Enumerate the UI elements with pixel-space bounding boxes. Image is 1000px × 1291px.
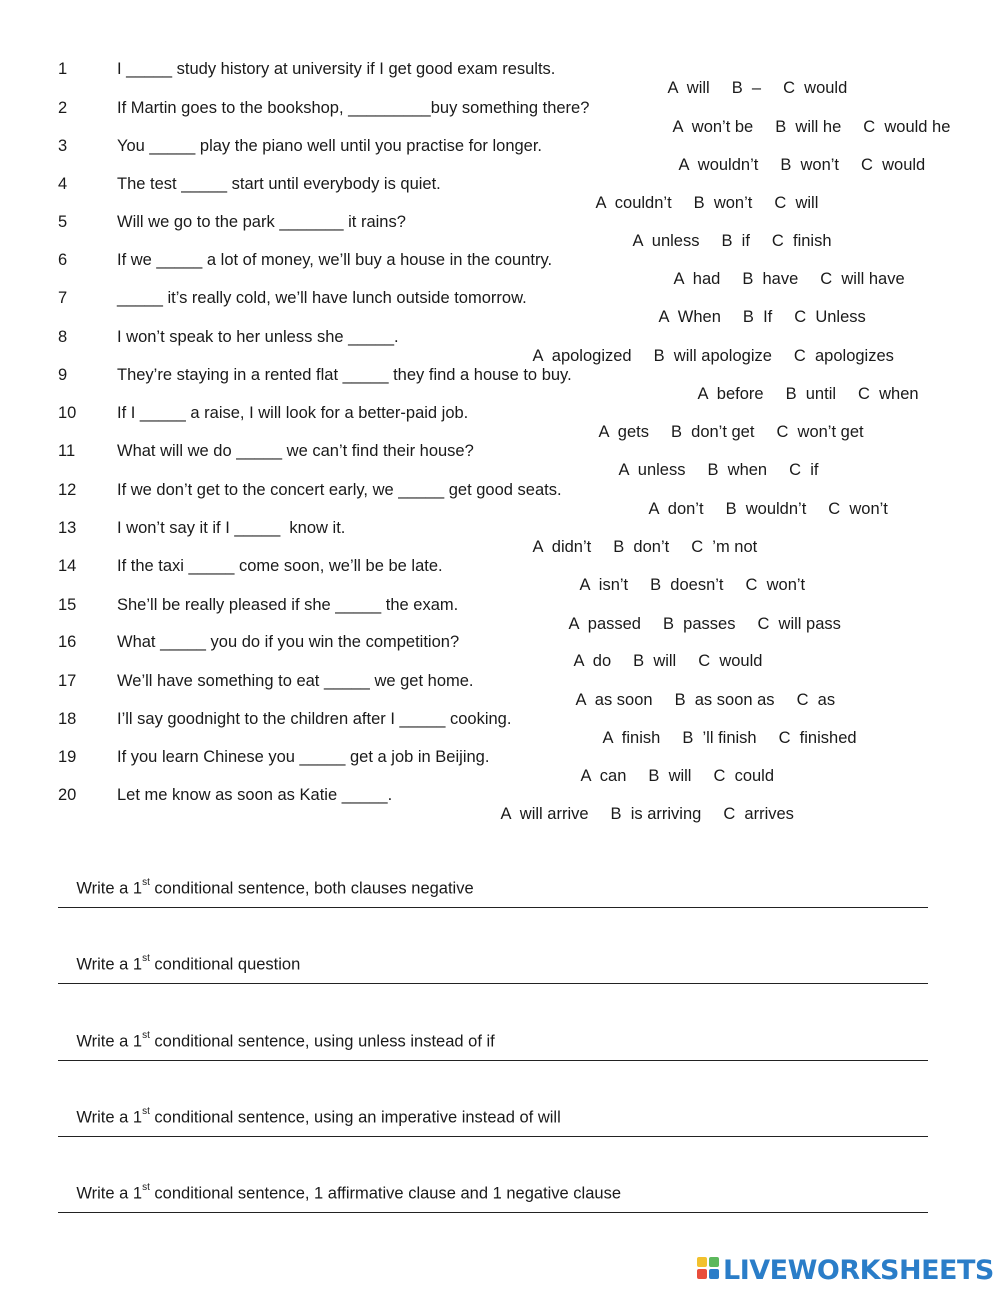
question-text: They’re staying in a rented flat _____ they find a house to buy.	[117, 366, 572, 384]
writing-prompt: Write a 1st conditional sentence, using an imperative instead of will	[76, 1106, 561, 1127]
question-number: 5	[58, 213, 68, 231]
question-number: 1	[58, 60, 68, 78]
option-b[interactable]: B will apologize	[653, 347, 772, 365]
option-c[interactable]: C arrives	[723, 805, 794, 823]
option-c[interactable]: C Unless	[794, 308, 866, 326]
question-number: 20	[58, 786, 77, 804]
question-text: You _____ play the piano well until you practise for longer.	[117, 137, 543, 155]
option-b[interactable]: B will he	[775, 118, 842, 136]
question-text: We’ll have something to eat _____ we get home.	[117, 672, 474, 690]
question-row	[0, 137, 1000, 174]
question-row	[0, 748, 1000, 785]
liveworksheets-logo-icon	[697, 1257, 721, 1283]
question-text: Will we go to the park _______ it rains?	[117, 213, 406, 231]
answer-line[interactable]	[58, 1134, 928, 1137]
question-number: 3	[58, 137, 68, 155]
question-row	[0, 557, 1000, 594]
option-b[interactable]: B don’t get	[670, 423, 755, 441]
question-number: 9	[58, 366, 68, 384]
option-a[interactable]: A passed	[568, 615, 641, 633]
question-text: What _____ you do if you win the competition?	[117, 633, 460, 651]
answer-line[interactable]	[58, 905, 928, 908]
liveworksheets-logo	[697, 1252, 994, 1288]
option-a[interactable]: A finish	[602, 729, 661, 747]
question-text: If you learn Chinese you _____ get a job in Beijing.	[117, 748, 490, 766]
question-row	[0, 442, 1000, 479]
option-b[interactable]: B will	[648, 767, 692, 785]
option-b[interactable]: B have	[742, 270, 799, 288]
question-number: 7	[58, 289, 68, 307]
question-row	[0, 519, 1000, 556]
option-c[interactable]: C would he	[863, 118, 951, 136]
question-options	[473, 786, 794, 843]
question-row	[0, 60, 1000, 97]
question-row	[0, 99, 1000, 136]
question-row	[0, 633, 1000, 670]
option-b[interactable]: B don’t	[613, 538, 670, 556]
option-b[interactable]: B won’t	[780, 156, 840, 174]
option-a[interactable]: A do	[573, 652, 612, 670]
question-number: 8	[58, 328, 68, 346]
question-number: 11	[58, 442, 76, 460]
option-a[interactable]: A don’t	[648, 500, 704, 518]
question-number: 12	[58, 481, 77, 499]
question-row	[0, 175, 1000, 212]
option-a[interactable]: A will	[667, 79, 710, 97]
question-text: If I _____ a raise, I will look for a better-paid job.	[117, 404, 469, 422]
question-text: If we _____ a lot of money, we’ll buy a house in the country.	[117, 251, 553, 269]
answer-line[interactable]	[58, 1210, 928, 1213]
question-text: Let me know as soon as Katie _____.	[117, 786, 393, 804]
writing-prompt: Write a 1st conditional question	[76, 953, 301, 974]
option-a[interactable]: A as soon	[575, 691, 653, 709]
question-row	[0, 672, 1000, 709]
option-b[interactable]: B if	[721, 232, 750, 250]
option-c[interactable]: C will	[774, 194, 819, 212]
question-text: What will we do _____ we can’t find their house?	[117, 442, 474, 460]
option-b[interactable]: B until	[785, 385, 837, 403]
question-text: She’ll be really pleased if she _____ the exam.	[117, 596, 459, 614]
option-a[interactable]: A unless	[618, 461, 686, 479]
writing-prompt: Write a 1st conditional sentence, 1 affirmative clause and 1 negative clause	[76, 1182, 622, 1203]
question-number: 13	[58, 519, 77, 537]
option-b[interactable]: B when	[707, 461, 768, 479]
option-c[interactable]: C could	[713, 767, 775, 785]
question-text: I _____ study history at university if I get good exam results.	[117, 60, 556, 78]
question-row	[0, 404, 1000, 441]
option-a[interactable]: A apologized	[532, 347, 632, 365]
option-a[interactable]: A gets	[598, 423, 649, 441]
option-c[interactable]: C if	[789, 461, 819, 479]
option-a[interactable]: A When	[658, 308, 721, 326]
question-row	[0, 786, 1000, 823]
question-text: If Martin goes to the bookshop, _________buy something there?	[117, 99, 590, 117]
option-b[interactable]: B wouldn’t	[725, 500, 807, 518]
question-row	[0, 251, 1000, 288]
question-text: I won’t say it if I _____ know it.	[117, 519, 346, 537]
question-number: 10	[58, 404, 77, 422]
option-c[interactable]: C ’m not	[691, 538, 758, 556]
question-text: The test _____ start until everybody is quiet.	[117, 175, 441, 193]
option-b[interactable]: B –	[731, 79, 762, 97]
option-a[interactable]: A unless	[632, 232, 700, 250]
option-a[interactable]: A before	[697, 385, 764, 403]
option-c[interactable]: C won’t	[745, 576, 806, 594]
question-text: _____ it’s really cold, we’ll have lunch outside tomorrow.	[117, 289, 527, 307]
question-row	[0, 328, 1000, 365]
option-c[interactable]: C won’t get	[776, 423, 864, 441]
option-a[interactable]: A didn’t	[532, 538, 592, 556]
question-row	[0, 596, 1000, 633]
option-b[interactable]: B passes	[663, 615, 736, 633]
answer-line[interactable]	[58, 1058, 928, 1061]
option-b[interactable]: B as soon as	[674, 691, 775, 709]
option-c[interactable]: C apologizes	[793, 347, 894, 365]
option-c[interactable]: C will have	[820, 270, 905, 288]
option-b[interactable]: B is arriving	[610, 805, 702, 823]
option-c[interactable]: C would	[861, 156, 926, 174]
option-c[interactable]: C finished	[778, 729, 857, 747]
question-text: I’ll say goodnight to the children after I _____ cooking.	[117, 710, 512, 728]
option-b[interactable]: B will	[633, 652, 677, 670]
question-number: 15	[58, 596, 77, 614]
question-row	[0, 366, 1000, 403]
option-a[interactable]: A had	[673, 270, 721, 288]
question-number: 16	[58, 633, 77, 651]
question-text: If we don’t get to the concert early, we _____ get good seats.	[117, 481, 562, 499]
question-number: 19	[58, 748, 77, 766]
option-a[interactable]: A won’t be	[672, 118, 754, 136]
question-row	[0, 213, 1000, 250]
option-c[interactable]: C when	[858, 385, 919, 403]
writing-prompt: Write a 1st conditional sentence, using unless instead of if	[76, 1030, 495, 1051]
question-number: 2	[58, 99, 68, 117]
question-number: 6	[58, 251, 68, 269]
question-row	[0, 289, 1000, 326]
option-a[interactable]: A will arrive	[500, 805, 589, 823]
writing-prompt: Write a 1st conditional sentence, both clauses negative	[76, 877, 474, 898]
option-b[interactable]: B If	[742, 308, 773, 326]
question-number: 14	[58, 557, 77, 575]
option-b[interactable]: B won’t	[693, 194, 753, 212]
question-number: 4	[58, 175, 68, 193]
option-c[interactable]: C won’t	[828, 500, 888, 518]
option-a[interactable]: A can	[580, 767, 627, 785]
question-number: 18	[58, 710, 77, 728]
option-c[interactable]: C finish	[771, 232, 832, 250]
option-c[interactable]: C as	[796, 691, 836, 709]
question-text: I won’t speak to her unless she _____.	[117, 328, 399, 346]
option-a[interactable]: A couldn’t	[595, 194, 672, 212]
logo-wordmark: LIVEWORKSHEETS	[723, 1254, 994, 1286]
question-row	[0, 710, 1000, 747]
option-b[interactable]: B ’ll finish	[682, 729, 757, 747]
option-a[interactable]: A isn’t	[579, 576, 629, 594]
option-a[interactable]: A wouldn’t	[678, 156, 759, 174]
option-b[interactable]: B doesn’t	[650, 576, 724, 594]
answer-line[interactable]	[58, 981, 928, 984]
question-text: If the taxi _____ come soon, we’ll be be late.	[117, 557, 443, 575]
option-c[interactable]: C will pass	[757, 615, 841, 633]
option-c[interactable]: C would	[698, 652, 763, 670]
question-row	[0, 481, 1000, 518]
question-number: 17	[58, 672, 77, 690]
option-c[interactable]: C would	[783, 79, 848, 97]
